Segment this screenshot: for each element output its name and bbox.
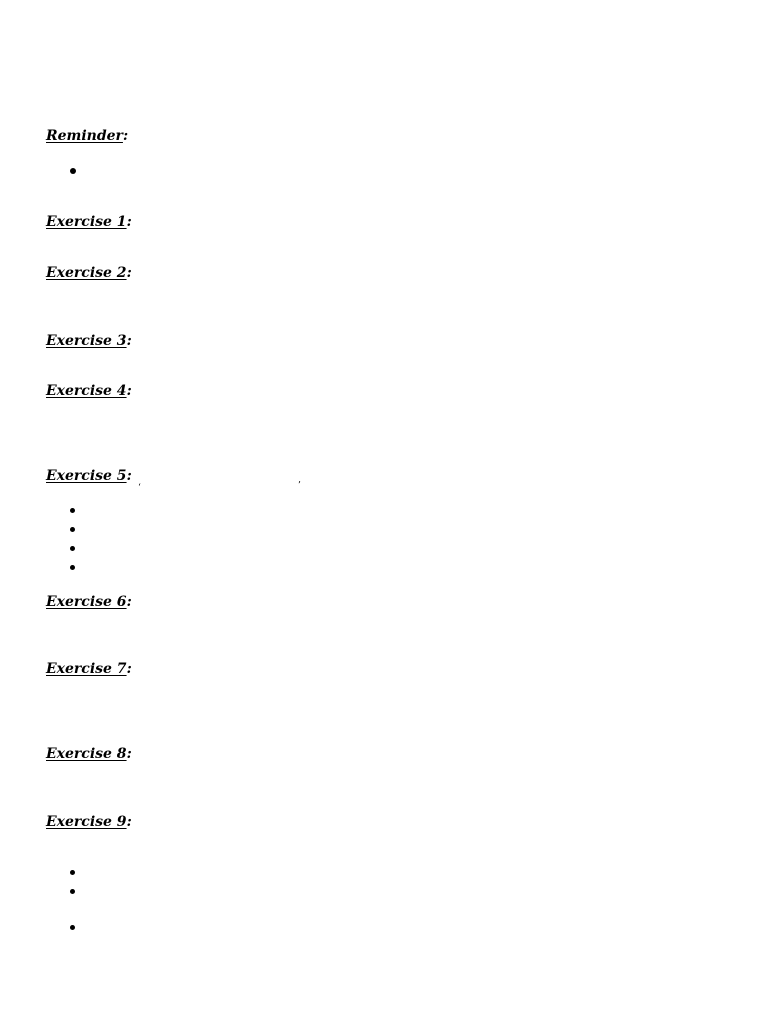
exercise-7-heading	[46, 660, 132, 678]
exercise-5-open-quote: ‘	[138, 483, 141, 493]
exercise-5-title: Exercise 5	[46, 468, 127, 484]
exercise-6-heading	[46, 593, 132, 611]
exercise-1-heading	[46, 213, 132, 231]
exercise-9-title: Exercise 9	[46, 814, 127, 830]
exercise-5-heading	[46, 467, 132, 485]
exercise-5-close-quote: ’	[298, 481, 301, 491]
exercise-7-title: Exercise 7	[46, 661, 127, 677]
reminder-heading-colon: :	[122, 128, 129, 144]
exercise-6-colon: :	[126, 594, 132, 610]
exercise-5-colon: :	[126, 468, 132, 484]
exercise-5-bullet-1	[70, 508, 75, 513]
reminder-heading	[46, 127, 128, 145]
exercise-3-title: Exercise 3	[46, 333, 127, 349]
exercise-1-colon: :	[126, 214, 132, 230]
exercise-9-bullet-2	[70, 889, 75, 894]
exercise-4-colon: :	[126, 383, 132, 399]
exercise-9-bullet-3	[70, 925, 75, 930]
exercise-9-colon: :	[126, 814, 132, 830]
exercise-2-colon: :	[126, 265, 132, 281]
exercise-5-bullet-4	[70, 565, 75, 570]
exercise-9-bullet-1	[70, 870, 75, 875]
reminder-bullet	[70, 168, 76, 174]
exercise-8-heading	[46, 745, 132, 763]
exercise-7-colon: :	[126, 661, 132, 677]
exercise-8-colon: :	[126, 746, 132, 762]
exercise-8-title: Exercise 8	[46, 746, 127, 762]
exercise-5-bullet-3	[70, 546, 75, 551]
exercise-9-heading	[46, 813, 132, 831]
exercise-1-title: Exercise 1	[46, 214, 127, 230]
exercise-3-heading	[46, 332, 132, 350]
reminder-heading-title: Reminder	[46, 128, 123, 144]
exercise-2-heading	[46, 264, 132, 282]
exercise-2-title: Exercise 2	[46, 265, 127, 281]
exercise-4-title: Exercise 4	[46, 383, 127, 399]
exercise-6-title: Exercise 6	[46, 594, 127, 610]
exercise-4-heading	[46, 382, 132, 400]
exercise-5-bullet-2	[70, 527, 75, 532]
exercise-3-colon: :	[126, 333, 132, 349]
